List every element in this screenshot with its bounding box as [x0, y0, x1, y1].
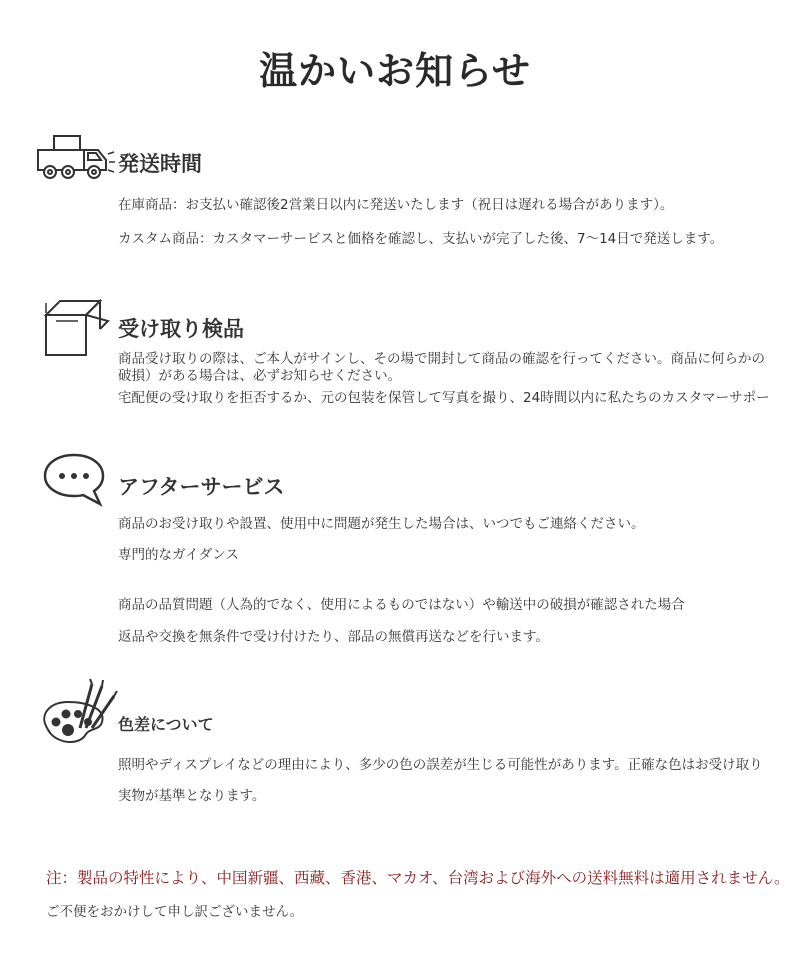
- after-service-line: 返品や交換を無条件で受け付けたり、部品の無償再送などを行います。: [118, 629, 549, 645]
- color-difference-line: 照明やディスプレイなどの理由により、多少の色の誤差が生じる可能性があります。正確な色はお受け取り: [118, 757, 763, 773]
- inspection-line: 破損）がある場合は、必ずお知らせください。: [118, 368, 402, 384]
- section-heading-after-service: アフターサービス: [118, 475, 285, 499]
- inspection-line: 宅配便の受け取りを拒否するか、元の包装を保管して写真を撮り、24時間以内に私たちのカスタマーサポー: [118, 390, 770, 406]
- apology-text: ご不便をおかけして申し訳ございません。: [46, 904, 304, 920]
- box-icon: [42, 299, 112, 359]
- section-heading-inspection: 受け取り検品: [118, 317, 244, 341]
- shipping-line: カスタム商品：カスタマーサービスと価格を確認し、支払いが完了した後、7〜14日で発送します。: [118, 231, 724, 247]
- section-heading-color-difference: 色差について: [118, 715, 214, 734]
- page-title: 温かいお知らせ: [259, 49, 531, 93]
- truck-icon: [36, 134, 116, 180]
- after-service-line: 商品のお受け取りや設置、使用中に問題が発生した場合は、いつでもご連絡ください。: [118, 516, 645, 532]
- after-service-line: 専門的なガイダンス: [118, 547, 239, 563]
- section-heading-shipping: 発送時間: [118, 152, 202, 176]
- chat-bubble-icon: [42, 452, 106, 508]
- inspection-line: 商品受け取りの際は、ご本人がサインし、その場で開封して商品の確認を行ってください。商品に何らかの: [118, 351, 766, 367]
- palette-icon: [40, 678, 118, 748]
- shipping-line: 在庫商品：お支払い確認後2営業日以内に発送いたします（祝日は遅れる場合があります）。: [118, 197, 674, 213]
- after-service-line: 商品の品質問題（人為的でなく、使用によるものではない）や輸送中の破損が確認された場合: [118, 597, 685, 613]
- color-difference-line: 実物が基準となります。: [118, 788, 266, 804]
- shipping-notice: 注：製品の特性により、中国新疆、西藏、香港、マカオ、台湾および海外への送料無料は適用されません。: [46, 869, 790, 887]
